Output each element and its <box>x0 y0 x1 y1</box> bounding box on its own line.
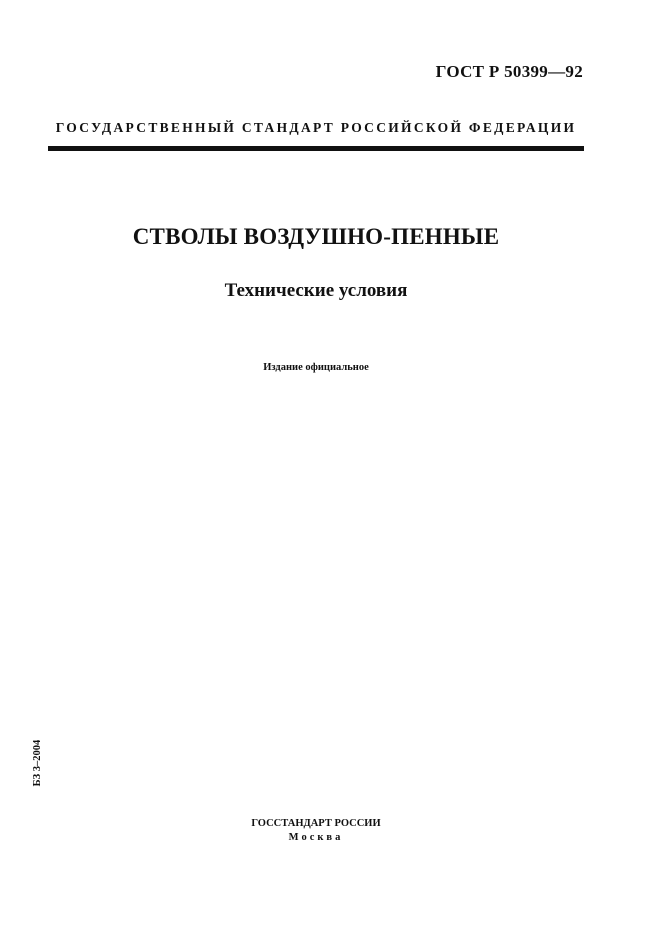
header-divider <box>48 146 584 151</box>
publisher-city: Москва <box>288 832 344 843</box>
document-title: СТВОЛЫ ВОЗДУШНО-ПЕННЫЕ <box>132 224 500 249</box>
publisher-name: ГОССТАНДАРТ РОССИИ <box>251 818 381 829</box>
document-subtitle: Технические условия <box>224 280 408 301</box>
state-standard-heading: ГОСУДАРСТВЕННЫЙ СТАНДАРТ РОССИЙСКОЙ ФЕДЕРАЦИИ <box>55 120 577 135</box>
side-code-label: БЗ 3–2004 <box>32 739 43 787</box>
edition-note: Издание официальное <box>263 362 369 373</box>
document-number: ГОСТ Р 50399—92 <box>435 62 583 81</box>
